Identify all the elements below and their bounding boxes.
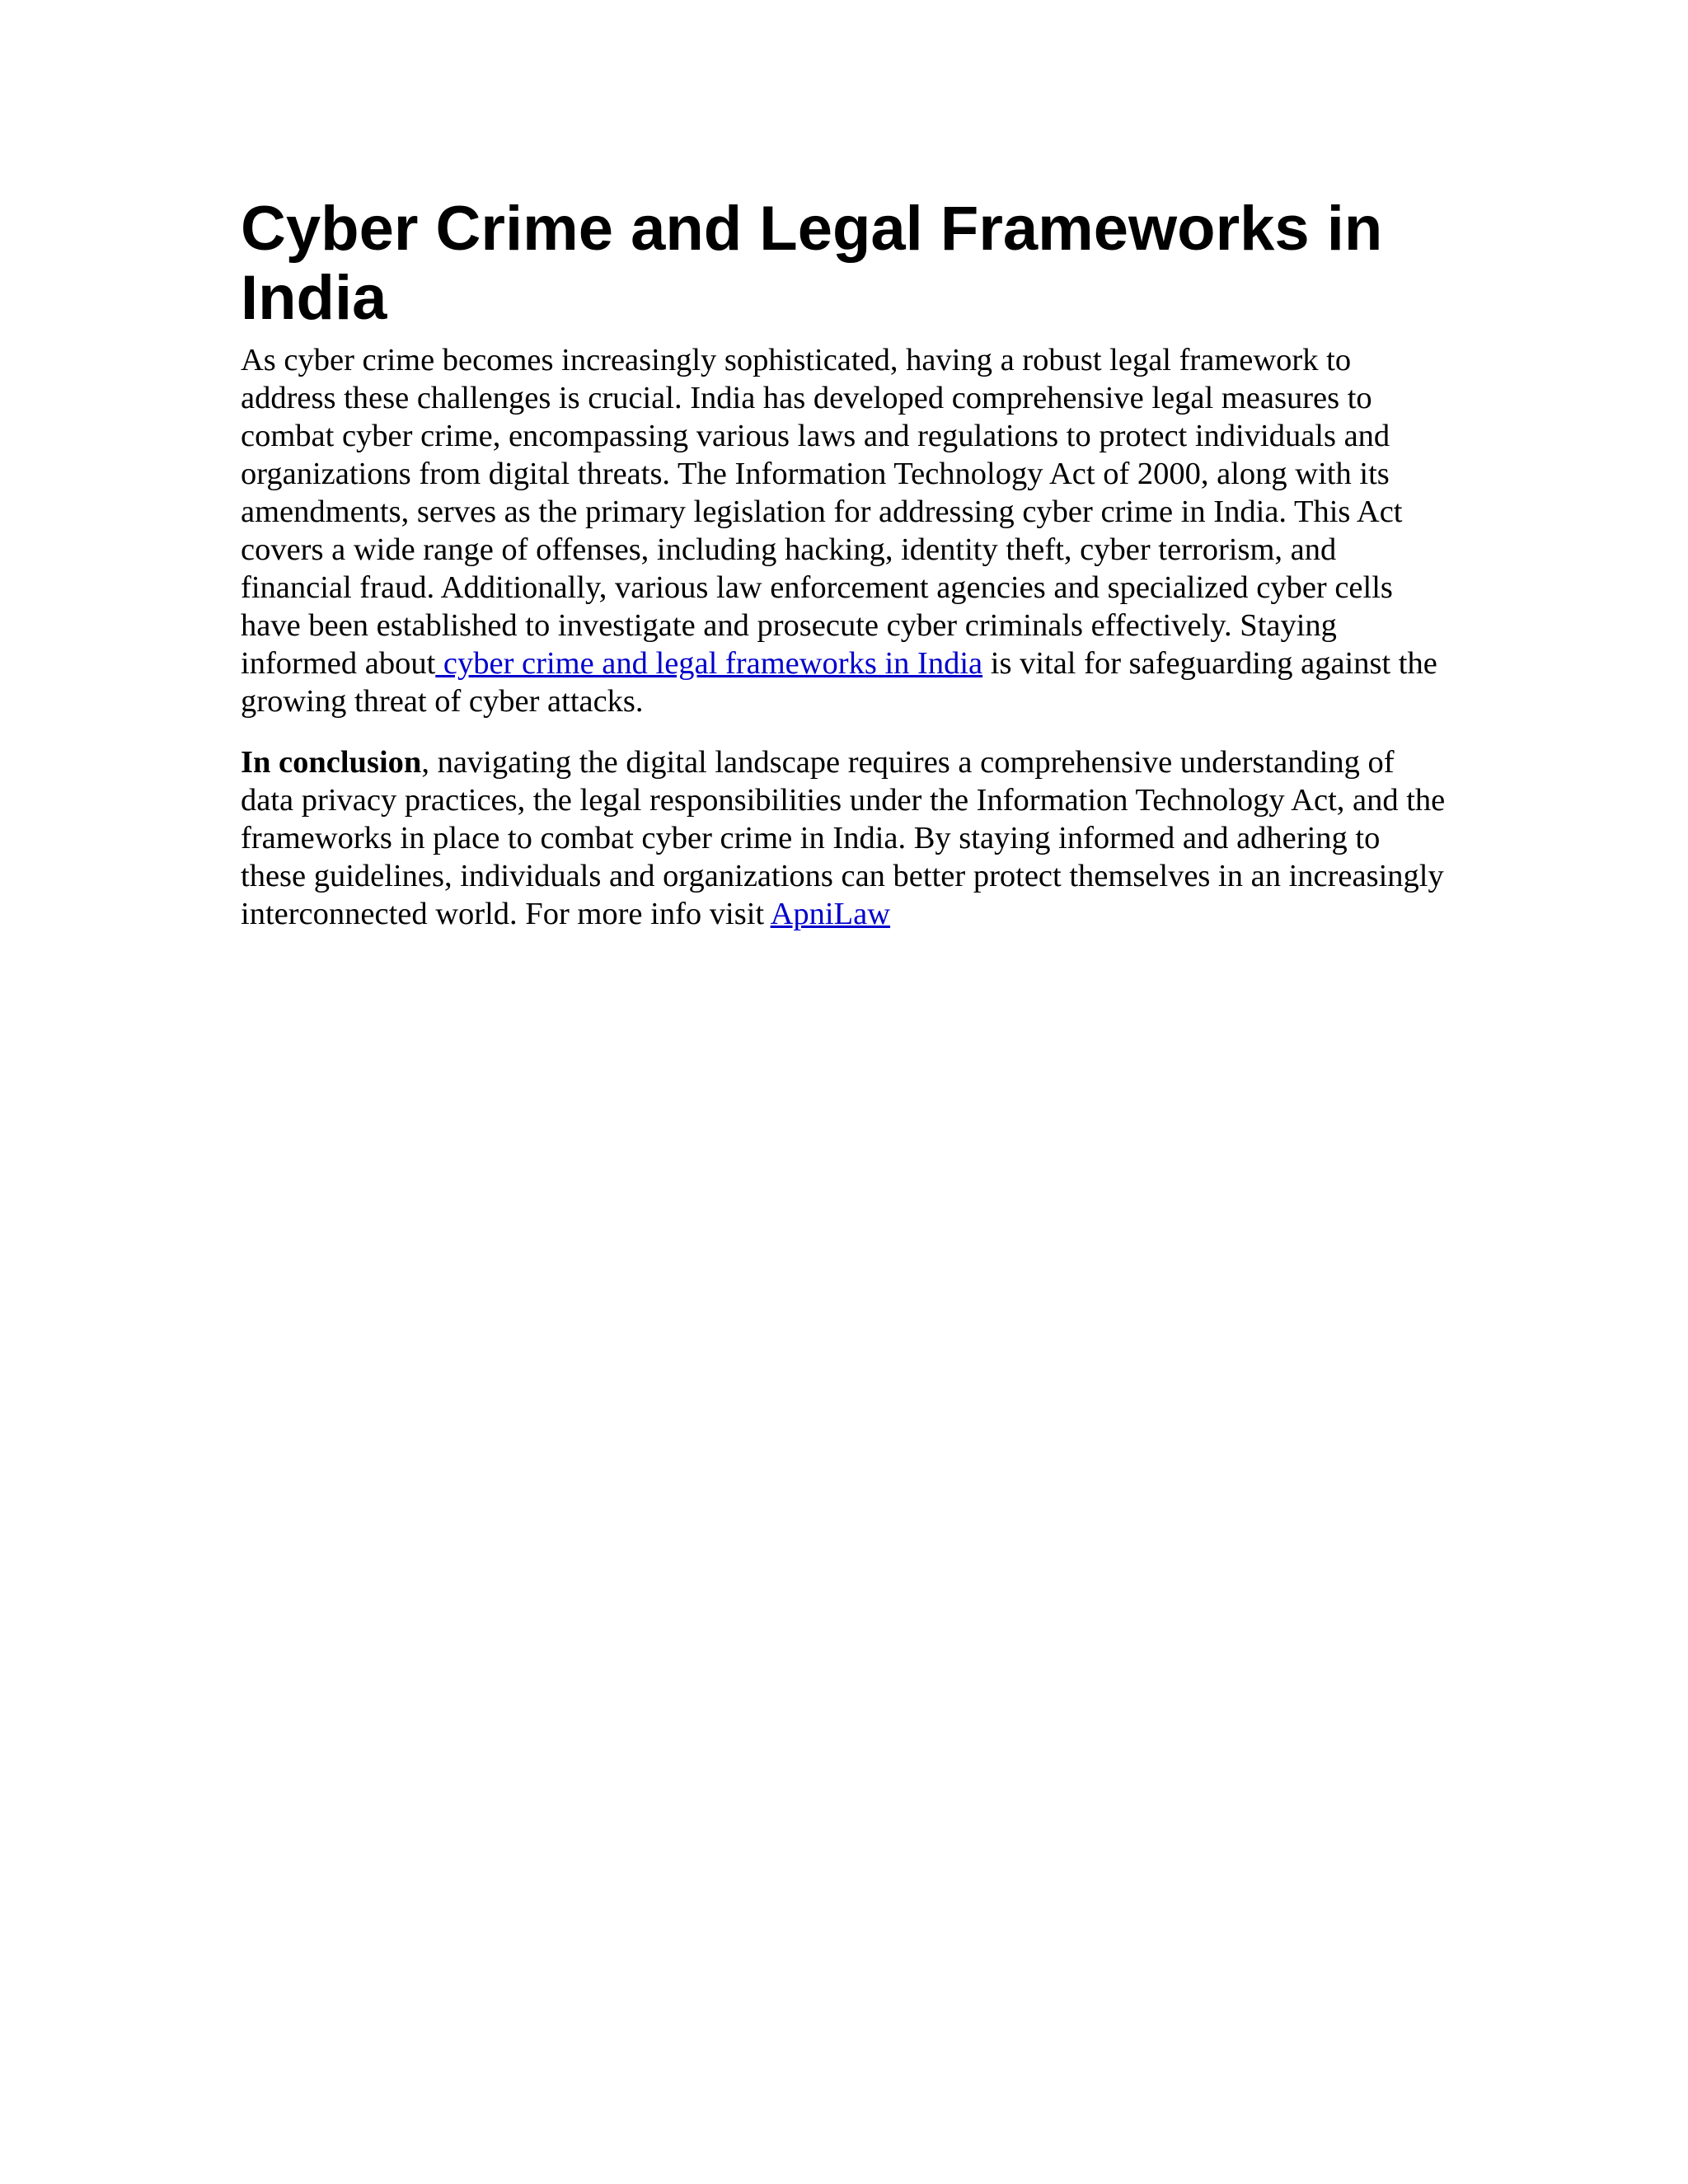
conclusion-lead: In conclusion xyxy=(241,745,422,780)
paragraph-text: , navigating the digital landscape requires a comprehensive understanding of data privacy practices, the legal responsibilities under the Information Technology Act, and the frameworks in place to combat cyber crime in India. By staying informed and adhering to these guidelines, individuals and organizations can better protect themselves in an increasingly interconnected world. For more info visit xyxy=(241,745,1446,931)
paragraph-conclusion xyxy=(241,743,1452,933)
paragraph-legal-framework xyxy=(241,341,1452,720)
paragraph-text: As cyber crime becomes increasingly sophisticated, having a robust legal framework to address these challenges is crucial. India has developed comprehensive legal measures to combat cyber crime, encompassing various laws and regulations to protect individuals and organizations from digital threats. The Information Technology Act of 2000, along with its amendments, serves as the primary legislation for addressing cyber crime in India. This Act covers a wide range of offenses, including hacking, identity theft, cyber terrorism, and financial fraud. Additionally, various law enforcement agencies and specialized cyber cells have been established to investigate and prosecute cyber criminals effectively. Staying informed about xyxy=(241,343,1403,681)
apnilaw-link[interactable]: ApniLaw xyxy=(770,897,891,931)
paragraph-text: is vital for safeguarding against the growing threat of cyber attacks. xyxy=(241,646,1437,719)
document-page xyxy=(241,194,1452,956)
page-title: Cyber Crime and Legal Frameworks in India xyxy=(241,194,1383,333)
cyber-crime-frameworks-link[interactable]: cyber crime and legal frameworks in India xyxy=(435,646,983,681)
